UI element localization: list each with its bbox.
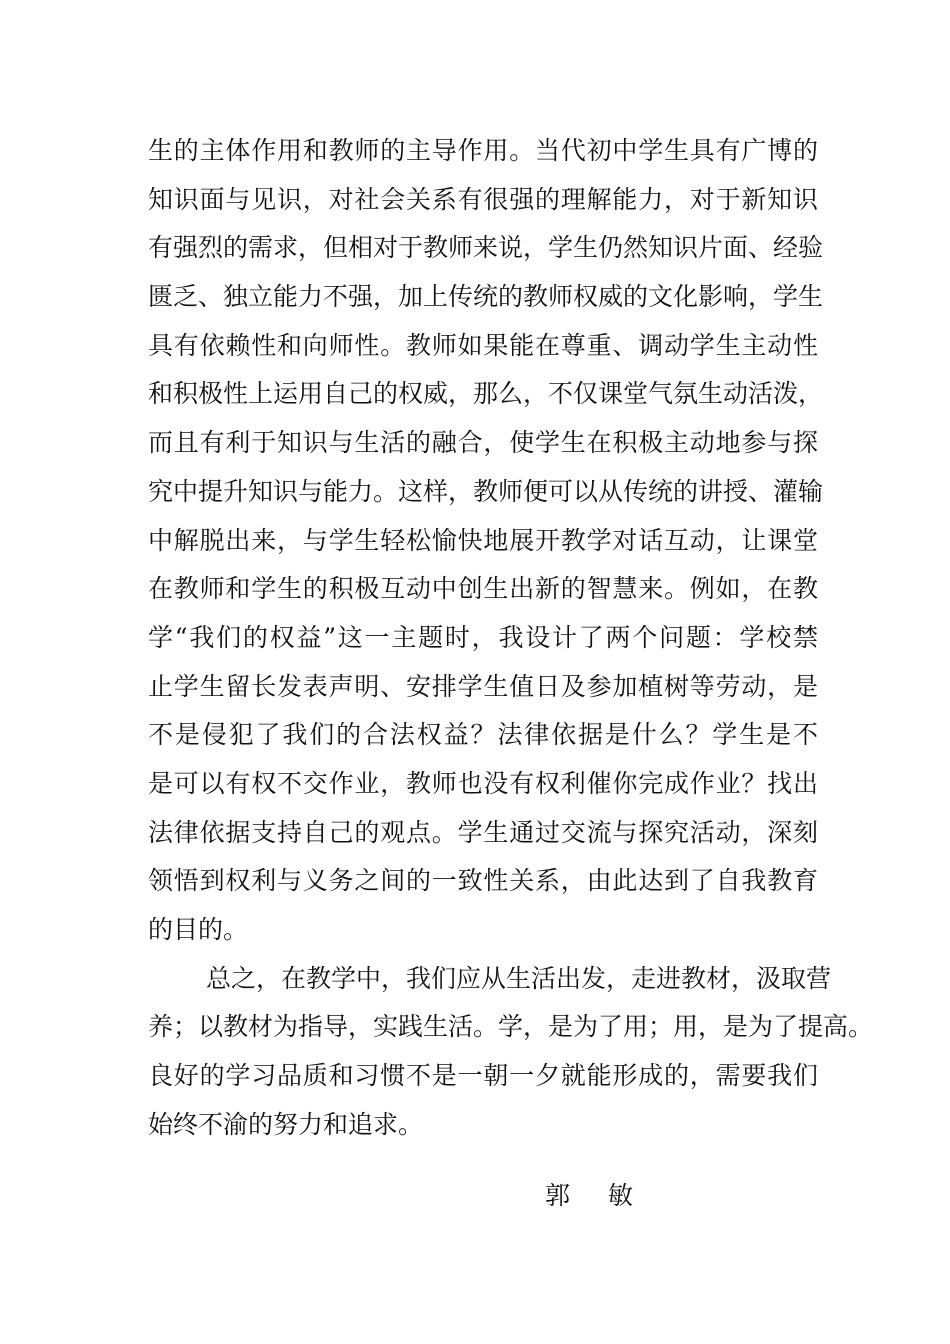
text-line: 的目的。 xyxy=(148,915,249,944)
text-line: 具有依赖性和向师性。教师如果能在尊重、调动学生主动性 xyxy=(148,330,818,360)
text-line: 究中提升知识与能力。这样，教师便可以从传统的讲授、灌输 xyxy=(148,476,824,506)
text-line: 法律依据支持自己的观点。学生通过交流与探究活动，深刻 xyxy=(148,817,818,847)
author-name: 郭敏 xyxy=(545,1181,672,1210)
text-line: 不是侵犯了我们的合法权益？法律依据是什么？学生是不 xyxy=(148,720,818,750)
text-line: 领悟到权利与义务之间的一致性关系，由此达到了自我教育 xyxy=(148,866,818,896)
paragraph-2 xyxy=(148,955,874,1150)
text-line: 总之，在教学中，我们应从生活出发，走进教材，汲取营 xyxy=(206,963,832,993)
text-line: 良好的学习品质和习惯不是一朝一夕就能形成的，需要我们 xyxy=(148,1061,818,1091)
body-text xyxy=(148,127,874,1149)
text-line: 和积极性上运用自己的权威，那么，不仅课堂气氛生动活泼， xyxy=(148,379,824,409)
text-line: 而且有利于知识与生活的融合，使学生在积极主动地参与探 xyxy=(148,428,818,458)
text-line: 生的主体作用和教师的主导作用。当代初中学生具有广博的 xyxy=(148,136,818,165)
text-line: 始终不渝的努力和追求。 xyxy=(148,1109,424,1139)
text-line: 中解脱出来，与学生轻松愉快地展开教学对话互动，让课堂 xyxy=(148,525,818,555)
text-line: 匮乏、独立能力不强，加上传统的教师权威的文化影响，学生 xyxy=(148,282,824,312)
text-line: 在教师和学生的积极互动中创生出新的智慧来。例如，在教 xyxy=(148,574,818,604)
paragraph-1 xyxy=(148,127,824,955)
text-line: 学“我们的权益”这一主题时，我设计了两个问题：学校禁 xyxy=(148,622,818,652)
text-line: 止学生留长发表声明、安排学生值日及参加植树等劳动，是 xyxy=(148,671,818,701)
text-line: 有强烈的需求，但相对于教师来说，学生仍然知识片面、经验 xyxy=(148,233,824,263)
text-line: 是可以有权不交作业，教师也没有权利催你完成作业？找出 xyxy=(148,768,818,798)
text-line: 知识面与见识，对社会关系有很强的理解能力，对于新知识 xyxy=(148,184,818,214)
text-line: 养；以教材为指导，实践生活。学，是为了用；用，是为了提高。 xyxy=(148,1012,874,1042)
